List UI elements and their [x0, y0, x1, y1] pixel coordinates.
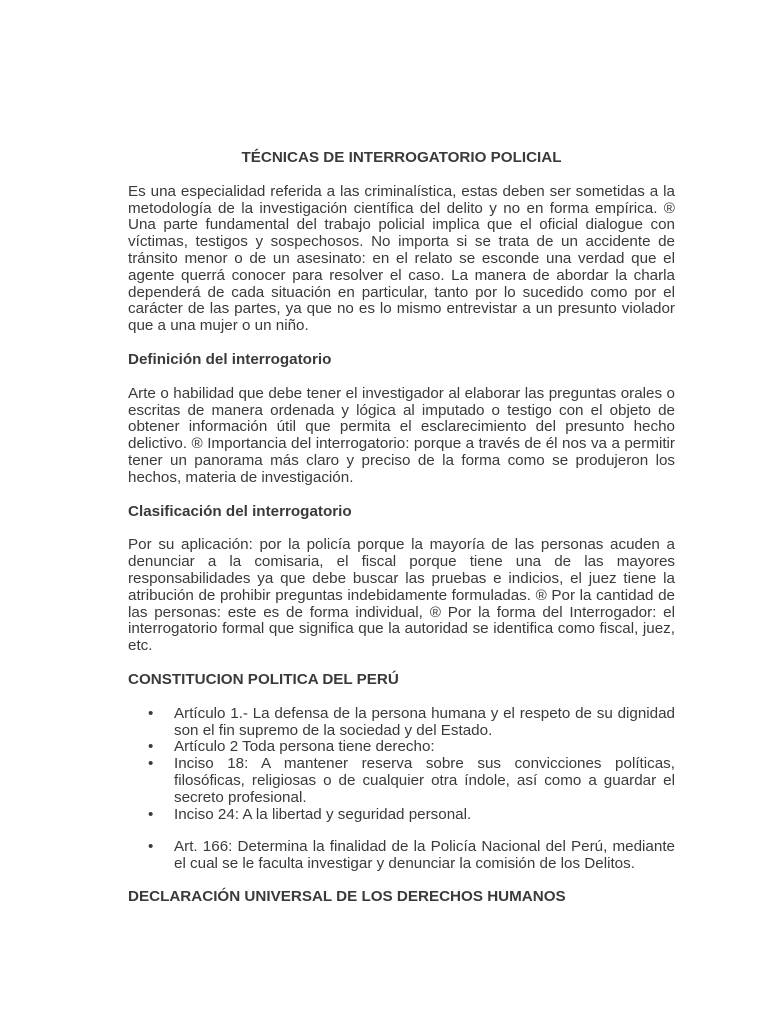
list-item: • Artículo 2 Toda persona tiene derecho: — [174, 739, 675, 756]
constitucion-list-2 — [128, 839, 675, 873]
declaracion-heading: DECLARACIÓN UNIVERSAL DE LOS DERECHOS HUMANOS — [128, 887, 566, 905]
clasificacion-heading: Clasificación del interrogatorio — [128, 502, 352, 520]
definicion-paragraph: Arte o habilidad que debe tener el investigador al elaborar las preguntas orales o escritas de manera ordenada y lógica al imputado o testigo con el objeto de obtener información útil que permita el esclarecimiento del presunto hecho delictivo. ® Importancia del interrogatorio: porque a través de él nos va a permitir tener un panorama más claro y preciso de la forma como se produjeron los hechos, materia de investigación. — [128, 384, 675, 486]
definicion-heading: Definición del interrogatorio — [128, 350, 332, 368]
list-item: • Artículo 1.- La defensa de la persona humana y el respeto de su dignidad son el fin supremo de la sociedad y del Estado. — [174, 706, 675, 740]
document-title: TÉCNICAS DE INTERROGATORIO POLICIAL — [241, 149, 562, 166]
constitucion-heading: CONSTITUCION POLITICA DEL PERÚ — [128, 670, 399, 688]
clasificacion-paragraph: Por su aplicación: por la policía porque la mayoría de las personas acuden a denunciar a la comisaria, el fiscal porque tiene una de las mayores responsabilidades ya que debe buscar las pruebas e indicios, el juez tiene la atribución de prohibir preguntas indebidamente formuladas. ® Por la cantidad de las personas: este es de forma individual, ® Por la forma del Interrogador: el interrogatorio formal que significa que la autoridad se identifica como fiscal, juez, etc. — [128, 536, 675, 655]
document-page — [128, 150, 675, 923]
list-item: • Inciso 18: A mantener reserva sobre sus convicciones políticas, filosóficas, religiosas o de cualquier otra índole, así como a guardar el secreto profesional. — [174, 756, 675, 806]
intro-paragraph: Es una especialidad referida a las criminalística, estas deben ser sometidas a la metodología de la investigación científica del delito y no en forma empírica. ® Una parte fundamental del trabajo policial implica que el oficial dialogue con víctimas, testigos y sospechosos. No importa si se trata de un accidente de tránsito menor o de un asesinato: en el relato se esconde una verdad que el agente querrá conocer para resolver el caso. La manera de abordar la charla dependerá de cada situación en particular, tanto por lo sucedido como por el carácter de las partes, ya que no es lo mismo entrevistar a un presunto violador que a una mujer o un niño. — [128, 182, 675, 335]
list-item: • Art. 166: Determina la finalidad de la Policía Nacional del Perú, mediante el cual se le faculta investigar y denunciar la comisión de los Delitos. — [174, 839, 675, 873]
constitucion-list — [128, 706, 675, 824]
list-item: • Inciso 24: A la libertad y seguridad personal. — [174, 807, 675, 824]
